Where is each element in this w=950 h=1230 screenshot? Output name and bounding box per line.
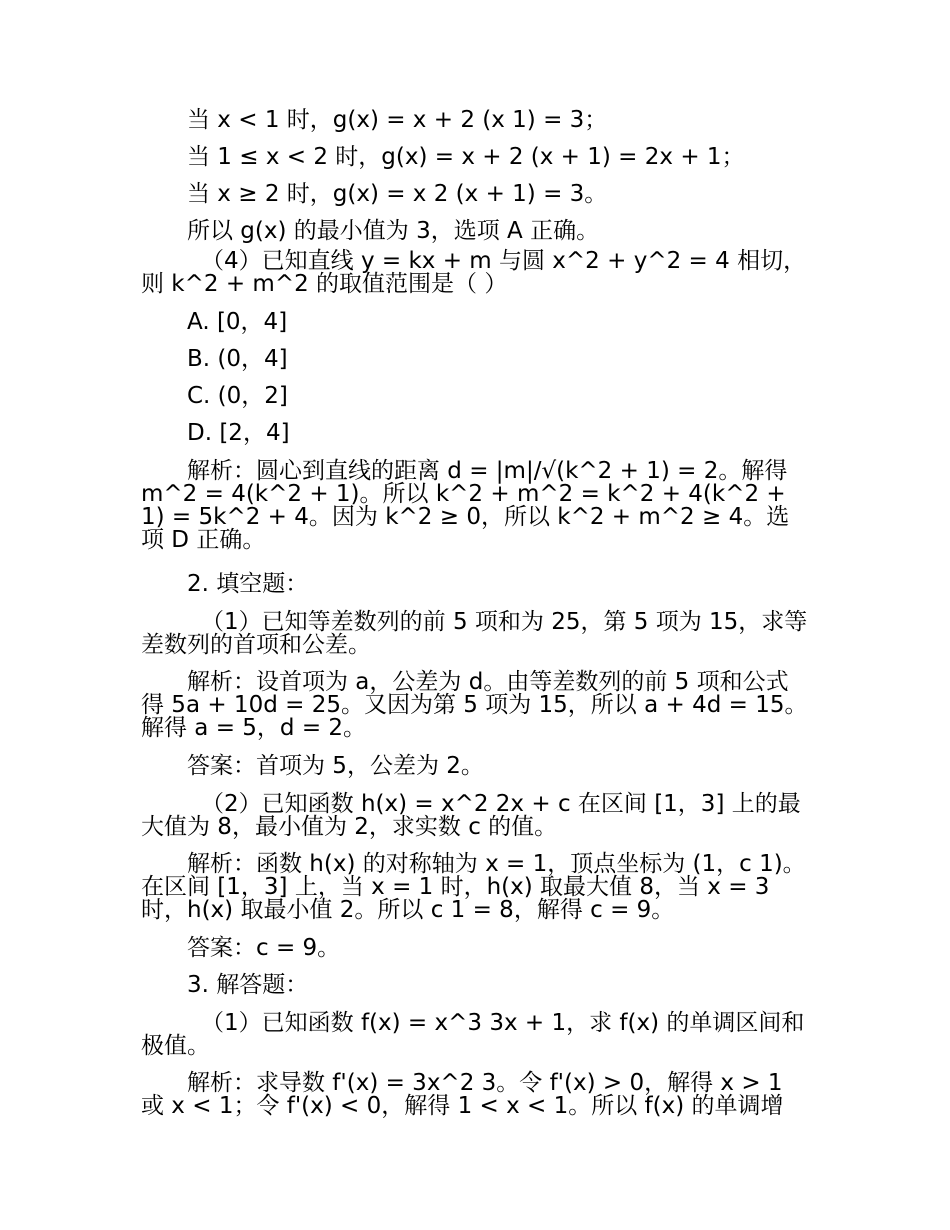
solve-question-1: （1）已知函数 f(x) = x^3 3x + 1，求 f(x) 的单调区间和极值。 (141, 1010, 805, 1059)
analysis-question-4: 解析：圆心到直线的距离 d = |m|/√(k^2 + 1) = 2。解得 m^2 = 4(k^2 + 1)。所以 k^2 + m^2 = k^2 + 4(k^2 + 1) = 5k^2 + 4。因为 k^2 ≥ 0，所以 k^2 + m^2 ≥ 4。选项 D 正确。 (141, 458, 790, 553)
fill-answer-2: 答案：c = 9。 (187, 935, 341, 961)
fill-question-1: （1）已知等差数列的前 5 项和为 25，第 5 项为 15，求等差数列的首项和公差。 (141, 609, 808, 658)
option-a: A. [0，4] (187, 309, 288, 335)
case-x-less-1: 当 x < 1 时，g(x) = x + 2 (x 1) = 3； (187, 107, 608, 133)
document-page (141, 102, 811, 1118)
case-x-between-1-2: 当 1 ≤ x < 2 时，g(x) = x + 2 (x + 1) = 2x + 1； (187, 144, 745, 170)
fill-analysis-1: 解析：设首项为 a，公差为 d。由等差数列的前 5 项和公式得 5a + 10d = 25。又因为第 5 项为 15，所以 a + 4d = 15。解得 a = 5，d = 2。 (141, 669, 808, 741)
option-d: D. [2，4] (187, 420, 290, 446)
section-fill-in: 2. 填空题： (187, 571, 309, 597)
conclusion-min-value: 所以 g(x) 的最小值为 3，选项 A 正确。 (187, 218, 600, 244)
fill-question-2: （2）已知函数 h(x) = x^2 2x + c 在区间 [1，3] 上的最大值为 8，最小值为 2，求实数 c 的值。 (141, 791, 801, 840)
case-x-ge-2: 当 x ≥ 2 时，g(x) = x 2 (x + 1) = 3。 (187, 181, 608, 207)
section-solve: 3. 解答题： (187, 972, 309, 998)
option-c: C. (0，2] (187, 383, 288, 409)
question-4: （4）已知直线 y = kx + m 与圆 x^2 + y^2 = 4 相切，则 k^2 + m^2 的取值范围是（ ） (141, 248, 807, 297)
option-b: B. (0，4] (187, 346, 288, 372)
solve-analysis-1: 解析：求导数 f'(x) = 3x^2 3。令 f'(x) > 0，解得 x > 1 或 x < 1；令 f'(x) < 0，解得 1 < x < 1。所以 f(x) 的单调增 (141, 1070, 784, 1119)
fill-answer-1: 答案：首项为 5，公差为 2。 (187, 753, 484, 779)
fill-analysis-2: 解析：函数 h(x) 的对称轴为 x = 1，顶点坐标为 (1，c 1)。在区间 [1，3] 上，当 x = 1 时，h(x) 取最大值 8，当 x = 3 时，h(x) 取最小值 2。所以 c 1 = 8，解得 c = 9。 (141, 851, 806, 923)
